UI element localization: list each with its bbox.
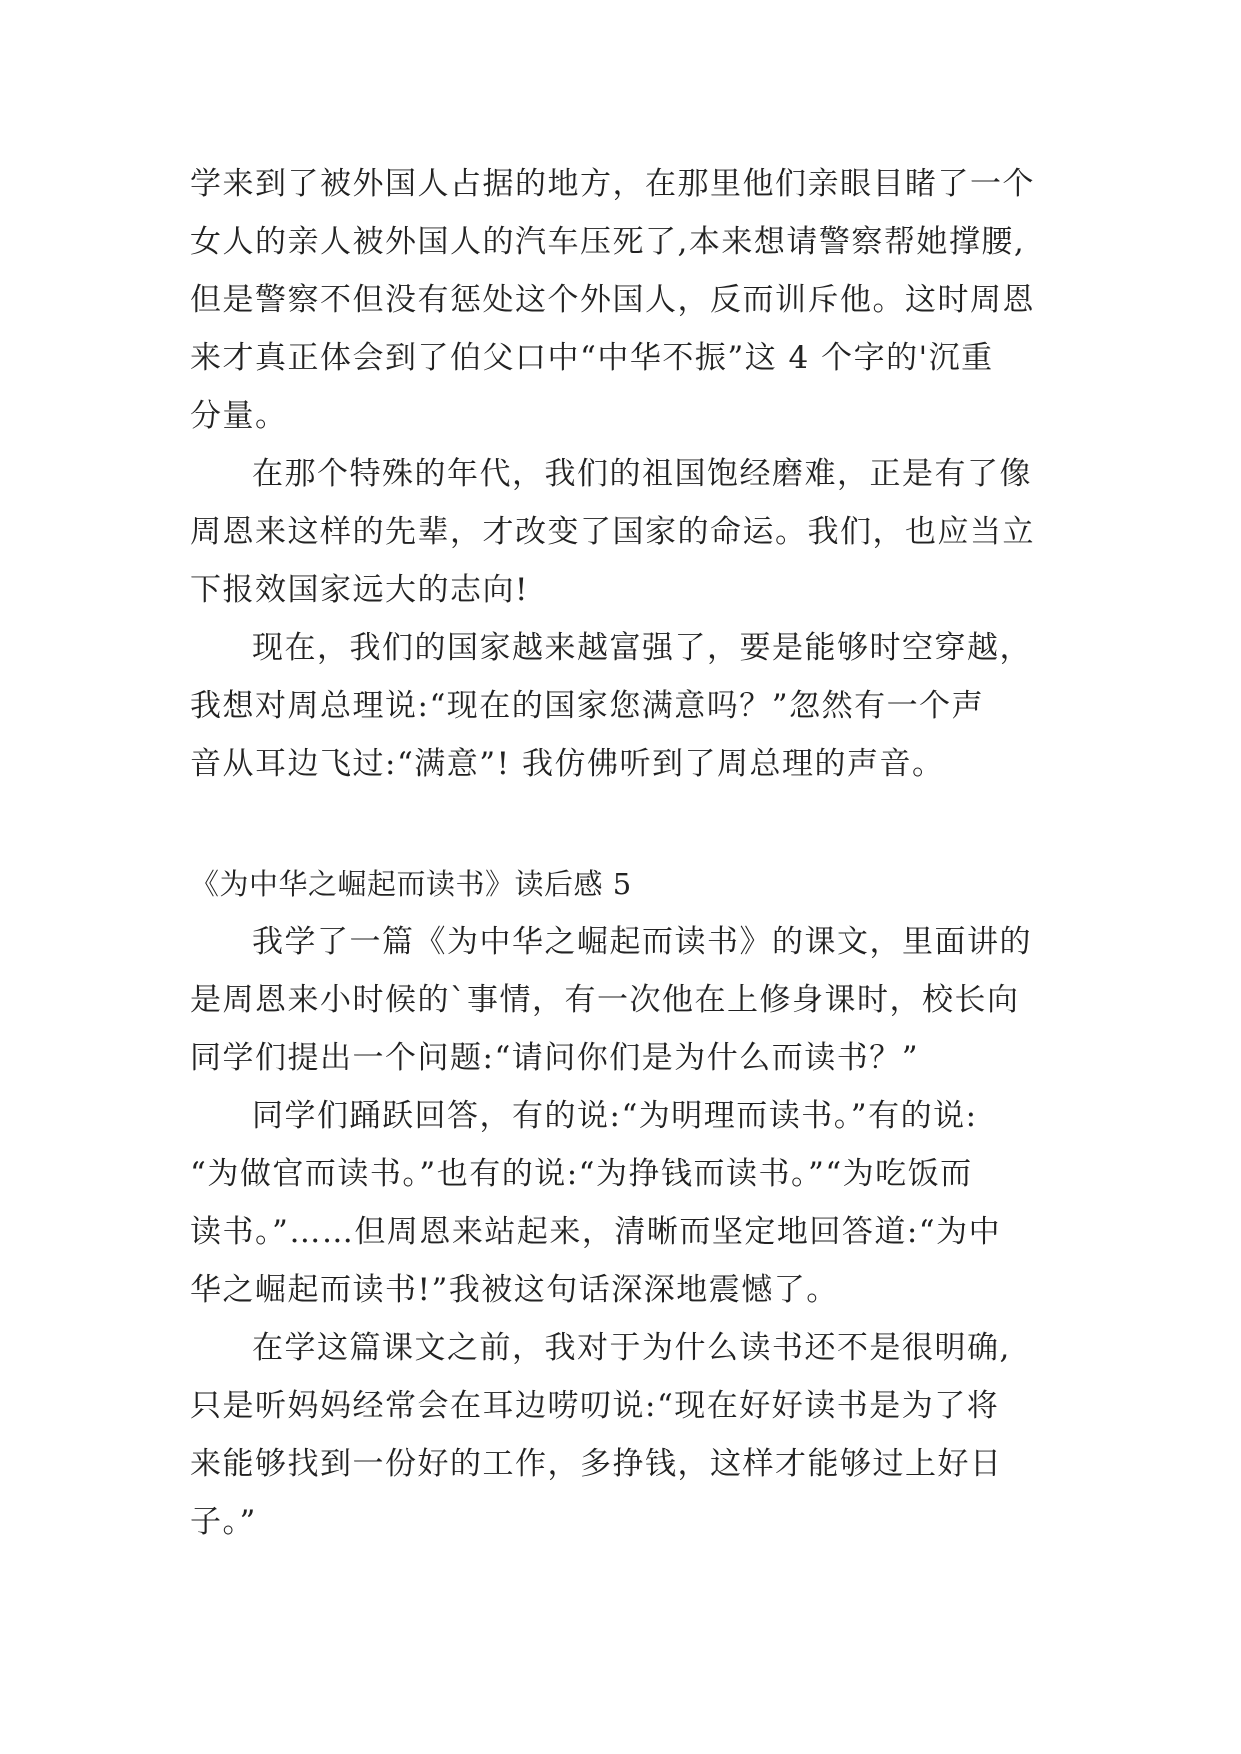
text-line: 子。” xyxy=(190,1504,257,1540)
text-line: 但是警察不但没有惩处这个外国人，反而训斥他。这时周恩 xyxy=(190,282,1035,318)
text-line: 读书。”……但周恩来站起来，清晰而坚定地回答道:“为中 xyxy=(190,1214,1002,1250)
text-line: 学来到了被外国人占据的地方，在那里他们亲眼目睹了一个 xyxy=(190,166,1035,202)
section-title: 《为中华之崛起而读书》读后感 5 xyxy=(190,867,632,901)
text-line: 是周恩来小时候的`事情，有一次他在上修身课时，校长向 xyxy=(190,982,1020,1018)
text-line: 下报效国家远大的志向! xyxy=(190,572,529,608)
text-line: 分量。 xyxy=(190,398,288,434)
text-line: “为做官而读书。”也有的说:“为挣钱而读书。”“为吃饭而 xyxy=(190,1156,973,1192)
text-line: 同学们踊跃回答，有的说:“为明理而读书。”有的说: xyxy=(252,1098,978,1134)
text-line: 只是听妈妈经常会在耳边唠叨说:“现在好好读书是为了将 xyxy=(190,1388,1000,1424)
text-line: 音从耳边飞过:“满意”! 我仿佛听到了周总理的声音。 xyxy=(190,746,945,782)
paragraph-4 xyxy=(190,913,1090,1087)
text-line: 在那个特殊的年代，我们的祖国饱经磨难，正是有了像 xyxy=(252,456,1032,492)
text-line: 来才真正体会到了伯父口中“中华不振”这 4 个字的'沉重 xyxy=(190,340,994,376)
text-line: 周恩来这样的先辈，才改变了国家的命运。我们，也应当立 xyxy=(190,514,1035,550)
paragraph-3 xyxy=(190,619,1090,793)
text-line: 我想对周总理说:“现在的国家您满意吗？”忽然有一个声 xyxy=(190,688,985,724)
paragraph-2 xyxy=(190,445,1090,619)
text-line: 我学了一篇《为中华之崛起而读书》的课文，里面讲的 xyxy=(252,924,1032,960)
intro-paragraph xyxy=(190,155,1090,445)
text-line: 华之崛起而读书!”我被这句话深深地震憾了。 xyxy=(190,1272,839,1308)
text-line: 现在，我们的国家越来越富强了，要是能够时空穿越， xyxy=(252,630,1032,666)
paragraph-6 xyxy=(190,1319,1090,1551)
text-line: 同学们提出一个问题:“请问你们是为什么而读书？” xyxy=(190,1040,920,1076)
text-line: 来能够找到一份好的工作，多挣钱，这样才能够过上好日 xyxy=(190,1446,1003,1482)
text-line: 女人的亲人被外国人的汽车压死了,本来想请警察帮她撑腰, xyxy=(190,224,1026,260)
text-line: 在学这篇课文之前，我对于为什么读书还不是很明确, xyxy=(252,1330,1011,1366)
paragraph-5 xyxy=(190,1087,1090,1319)
